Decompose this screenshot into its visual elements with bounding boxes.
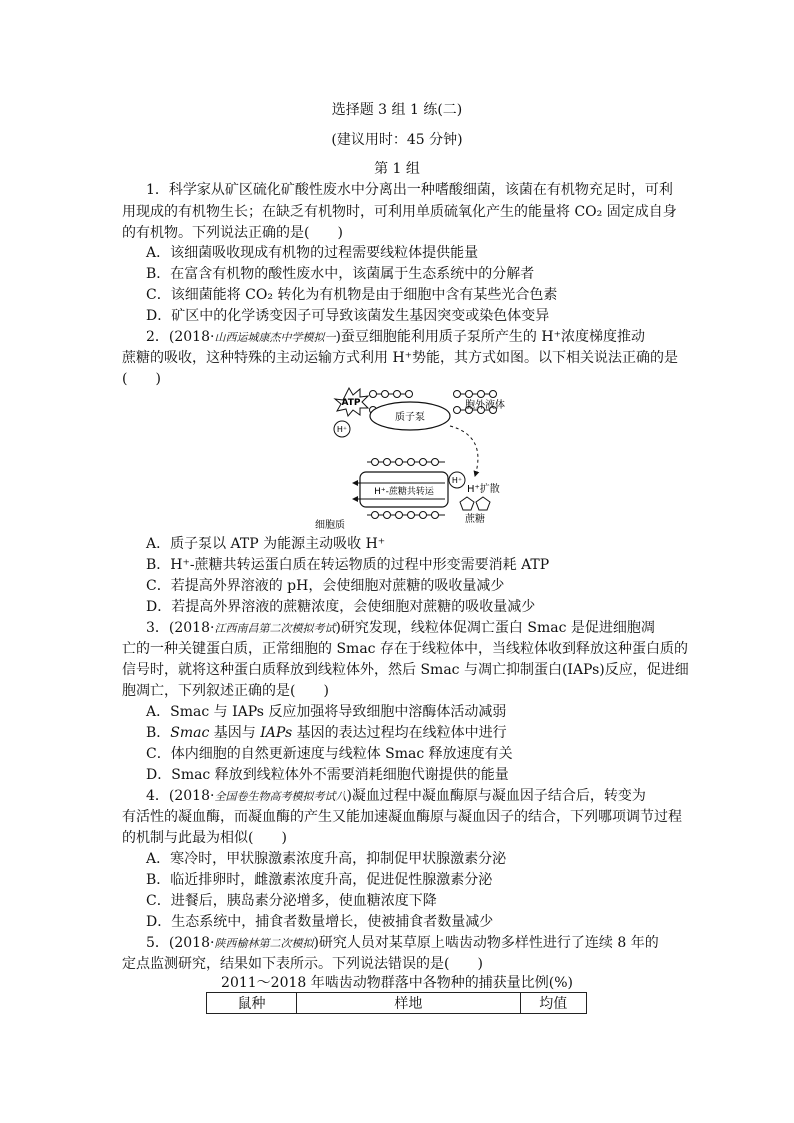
diffusion-arrow — [450, 426, 478, 476]
q5-line2: 定点监测研究，结果如下表所示。下列说法错误的是( ) — [122, 956, 483, 972]
q2-line1-rest: )蚕豆细胞能利用质子泵所产生的 H⁺浓度梯度推动 — [335, 329, 645, 345]
q3-line1 — [146, 618, 655, 639]
q3-source: 江西南昌第二次模拟考试 — [214, 622, 336, 635]
cotransporter-label: H⁺-蔗糖共转运 — [374, 487, 434, 497]
q3-line4: 胞凋亡，下列叙述正确的是( ) — [122, 683, 329, 699]
q4-line2: 有活性的凝血酶，而凝血酶的产生又能加速凝血酶原与凝血因子的结合，下列哪项调节过程 — [122, 809, 682, 825]
q1-option-c: C．该细菌能将 CO₂ 转化为有机物是由于细胞中含有某些光合色素 — [146, 287, 558, 303]
q2-source: 山西运城康杰中学模拟一 — [214, 331, 336, 344]
time-hint: (建议用时：45 分钟) — [331, 132, 463, 148]
q3-option-b — [146, 723, 507, 743]
diffusion-label: H⁺扩散 — [467, 484, 500, 495]
membrane-transport-figure — [315, 380, 515, 532]
q2-line2: 蔗糖的吸收，这种特殊的主动运输方式利用 H⁺势能，其方式如图。以下相关说法正确的是 — [122, 350, 679, 366]
q5-line1-rest: )研究人员对某草原上啮齿动物多样性进行了连续 8 年的 — [313, 935, 659, 951]
q1-line1: 1．科学家从矿区硫化矿酸性废水中分离出一种嗜酸细菌，该菌在有机物充足时，可利 — [146, 182, 673, 198]
q4-line3: 的机制与此最为相似( ) — [122, 830, 287, 846]
q4-option-d: D．生态系统中，捕食者数量增长，使被捕食者数量减少 — [146, 914, 494, 930]
h-ion-right-label: H⁺ — [451, 476, 463, 485]
q5-table-title: 2011～2018 年啮齿动物群落中各物种的捕获量比例(%) — [221, 975, 573, 991]
q3-option-a: A．Smac 与 IAPs 反应加强将导致细胞中溶酶体活动减弱 — [146, 704, 507, 720]
q4-line1-rest: )凝血过程中凝血酶原与凝血因子结合后，转变为 — [346, 788, 646, 804]
q3-line3: 信号时，就将这种蛋白质释放到线粒体外，然后 Smac 与凋亡抑制蛋白(IAPs)反应，促进细 — [122, 662, 689, 678]
q1-line3: 的有机物。下列说法正确的是( ) — [122, 225, 343, 241]
q4-source: 全国卷生物高考模拟考试八 — [214, 790, 347, 803]
q5-number: 5．(2018· — [146, 935, 215, 951]
q3-number: 3．(2018· — [146, 620, 215, 636]
table-header-row — [207, 993, 587, 1014]
q4-option-b: B．临近排卵时，雌激素浓度升高，促进促性腺激素分泌 — [146, 872, 493, 888]
q2-option-c: C．若提高外界溶液的 pH，会使细胞对蔗糖的吸收量减少 — [146, 578, 505, 594]
atp-label: ATP — [341, 398, 361, 408]
q2-line3: ( ) — [122, 371, 161, 387]
q4-option-c: C．进餐后，胰岛素分泌增多，使血糖浓度下降 — [146, 893, 437, 909]
q3-line2: 亡的一种关键蛋白质，正常细胞的 Smac 存在于线粒体中，当线粒体收到释放这种蛋白质的 — [122, 641, 688, 657]
q5-table — [206, 992, 587, 1014]
sucrose-label: 蔗糖 — [465, 514, 485, 525]
table-header-species: 鼠种 — [207, 993, 297, 1014]
q3-option-c: C．体内细胞的自然更新速度与线粒体 Smac 释放速度有关 — [146, 746, 513, 762]
q2-option-a: A．质子泵以 ATP 为能源主动吸收 H⁺ — [146, 536, 386, 552]
q1-line2: 用现成的有机物生长；在缺乏有机物时，可利用单质硫氧化产生的能量将 CO₂ 固定成自身 — [122, 204, 677, 220]
q1-option-b: B．在富含有机物的酸性废水中，该菌属于生态系统中的分解者 — [146, 266, 535, 282]
extracellular-label: 胞外液体 — [465, 400, 505, 411]
q3-gene-iaps: IAPs — [260, 725, 293, 741]
cytoplasm-label: 细胞质 — [315, 520, 345, 531]
group-title: 第 1 组 — [374, 161, 420, 177]
q4-number: 4．(2018· — [146, 788, 215, 804]
q1-option-d: D．矿区中的化学诱变因子可导致该菌发生基因突变或染色体变异 — [146, 308, 550, 324]
sucrose-icon — [460, 497, 474, 510]
q2-number: 2．(2018· — [146, 329, 215, 345]
table-header-site: 样地 — [297, 993, 521, 1014]
h-ion-label: H⁺ — [336, 425, 348, 434]
q1-option-a: A．该细菌吸收现成有机物的过程需要线粒体提供能量 — [146, 245, 479, 261]
q3-line1-rest: )研究发现，线粒体促凋亡蛋白 Smac 是促进细胞凋 — [335, 620, 655, 636]
q4-option-a: A．寒冷时，甲状腺激素浓度升高，抑制促甲状腺激素分泌 — [146, 851, 507, 867]
q3-option-b-mid: 基因与 — [209, 725, 261, 741]
table-header-mean: 均值 — [520, 993, 586, 1014]
q4-line1 — [146, 786, 646, 807]
q5-source: 陕西榆林第二次模拟 — [214, 937, 314, 950]
page-title: 选择题 3 组 1 练(二) — [331, 102, 463, 118]
q3-gene-smac: Smac — [170, 725, 210, 741]
proton-pump-label: 质子泵 — [395, 412, 425, 423]
q3-option-d: D．Smac 释放到线粒体外不需要消耗细胞代谢提供的能量 — [146, 767, 509, 783]
q2-option-b: B．H⁺-蔗糖共转运蛋白质在转运物质的过程中形变需要消耗 ATP — [146, 557, 550, 573]
q3-option-b-suffix: 基因的表达过程均在线粒体中进行 — [292, 725, 507, 741]
q2-line1 — [146, 327, 645, 348]
sucrose-icon — [476, 497, 490, 510]
q3-option-b-prefix: B． — [146, 725, 171, 741]
q5-line1 — [146, 933, 659, 954]
q2-option-d: D．若提高外界溶液的蔗糖浓度，会使细胞对蔗糖的吸收量减少 — [146, 599, 536, 615]
